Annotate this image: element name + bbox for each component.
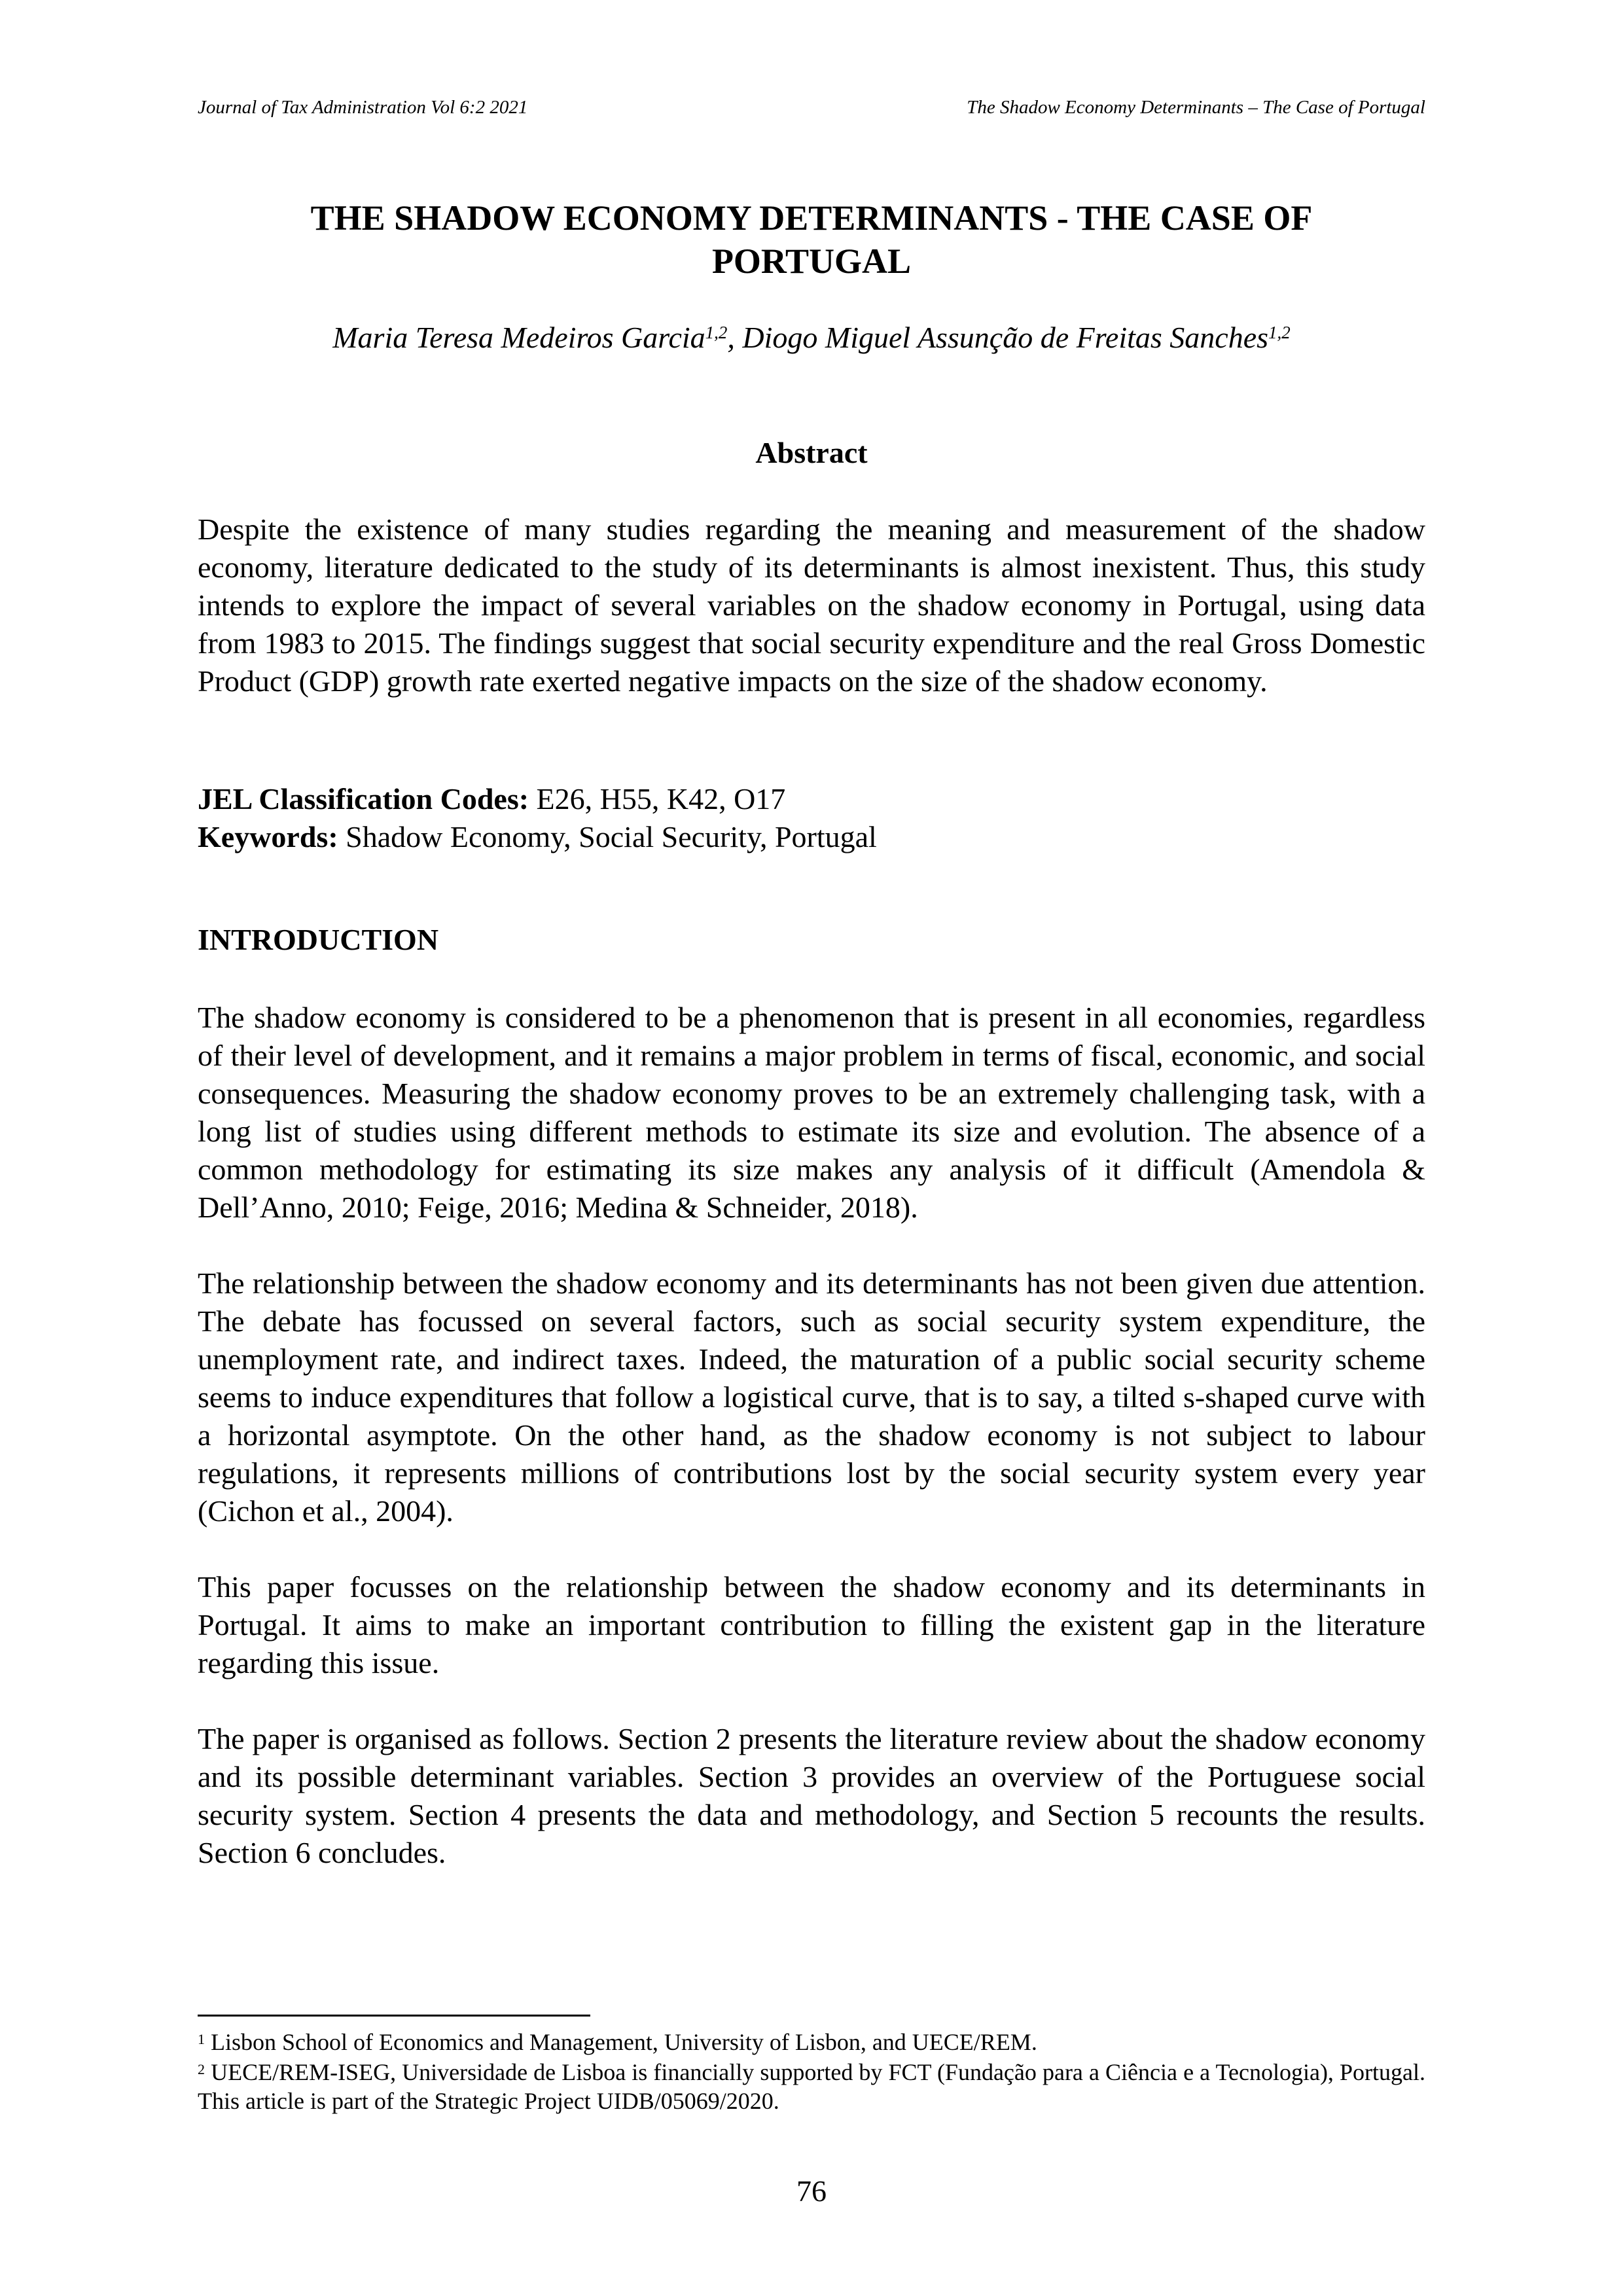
footnote-separator (198, 2015, 590, 2017)
body-paragraph: The relationship between the shadow economy and its determinants has not been given due attention. The debate has focussed on several factors, such as social security system expenditure, the unemployment rate, and indirect taxes. Indeed, the maturation of a public social security scheme seems to induce expenditures that follow a logistical curve, that is to say, a tilted s-shaped curve with a horizontal asymptote. On the other hand, as the shadow economy is not subject to labour regulations, it represents millions of contributions lost by the social security system every year (Cichon et al., 2004). (198, 1266, 1425, 1528)
author-name: Maria Teresa Medeiros Garcia (332, 321, 705, 354)
running-header-article: The Shadow Economy Determinants – The Case of Portugal (967, 97, 1425, 118)
author-name: Diogo Miguel Assunção de Freitas Sanches (742, 321, 1269, 354)
jel-value: E26, H55, K42, O17 (529, 782, 786, 816)
footnote-text: UECE/REM-ISEG, Universidade de Lisboa is financially supported by FCT (Fundação para a Ciência e a Tecnologia), Portugal. This article is part of the Strategic Project UIDB/05069/2020. (198, 2059, 1425, 2114)
keywords-label: Keywords: (198, 820, 338, 853)
section-heading-introduction: INTRODUCTION (198, 923, 439, 956)
author-list (198, 319, 1425, 356)
article-title-line-2: PORTUGAL (711, 242, 912, 281)
author-separator: , (727, 321, 743, 354)
keywords-value: Shadow Economy, Social Security, Portugal (338, 820, 877, 853)
body-paragraph: The shadow economy is considered to be a phenomenon that is present in all economies, regardless of their level of development, and it remains a major problem in terms of fiscal, economic, and social consequences. Measuring the shadow economy proves to be an extremely challenging task, with a long list of studies using different methods to estimate its size and evolution. The absence of a common methodology for estimating its size makes any analysis of it difficult (Amendola & Dell’Anno, 2010; Feige, 2016; Medina & Schneider, 2018). (198, 1001, 1425, 1224)
footnote (198, 2058, 1425, 2115)
keywords (198, 818, 1425, 856)
body-paragraph: This paper focusses on the relationship between the shadow economy and its determinants in Portugal. It aims to make an important contribution to filling the existent gap in the literature regarding this issue. (198, 1570, 1425, 1679)
footnote-mark: 1 (198, 2031, 205, 2047)
jel-codes (198, 780, 1425, 818)
footnote (198, 2028, 1425, 2056)
running-header-journal: Journal of Tax Administration Vol 6:2 2021 (198, 97, 528, 118)
author-affiliation-mark: 1,2 (705, 323, 728, 342)
article-title-line-1: THE SHADOW ECONOMY DETERMINANTS - THE CASE OF (310, 198, 1313, 238)
footnote-text: Lisbon School of Economics and Management, University of Lisbon, and UECE/REM. (205, 2029, 1037, 2055)
author-affiliation-mark: 1,2 (1268, 323, 1291, 342)
page-number: 76 (796, 2174, 827, 2208)
running-header (198, 97, 1425, 118)
abstract-text: Despite the existence of many studies regarding the meaning and measurement of the shadow economy, literature dedicated to the study of its determinants is almost inexistent. Thus, this study intends to explore the impact of several variables on the shadow economy in Portugal, using data from 1983 to 2015. The findings suggest that social security expenditure and the real Gross Domestic Product (GDP) growth rate exerted negative impacts on the size of the shadow economy. (198, 512, 1425, 698)
abstract-heading: Abstract (755, 436, 868, 469)
body-paragraph: The paper is organised as follows. Section 2 presents the literature review about the shadow economy and its possible determinant variables. Section 3 provides an overview of the Portuguese social security system. Section 4 presents the data and methodology, and Section 5 recounts the results. Section 6 concludes. (198, 1722, 1425, 1869)
article-title (198, 196, 1425, 283)
footnote-mark: 2 (198, 2061, 205, 2077)
jel-label: JEL Classification Codes: (198, 782, 529, 816)
